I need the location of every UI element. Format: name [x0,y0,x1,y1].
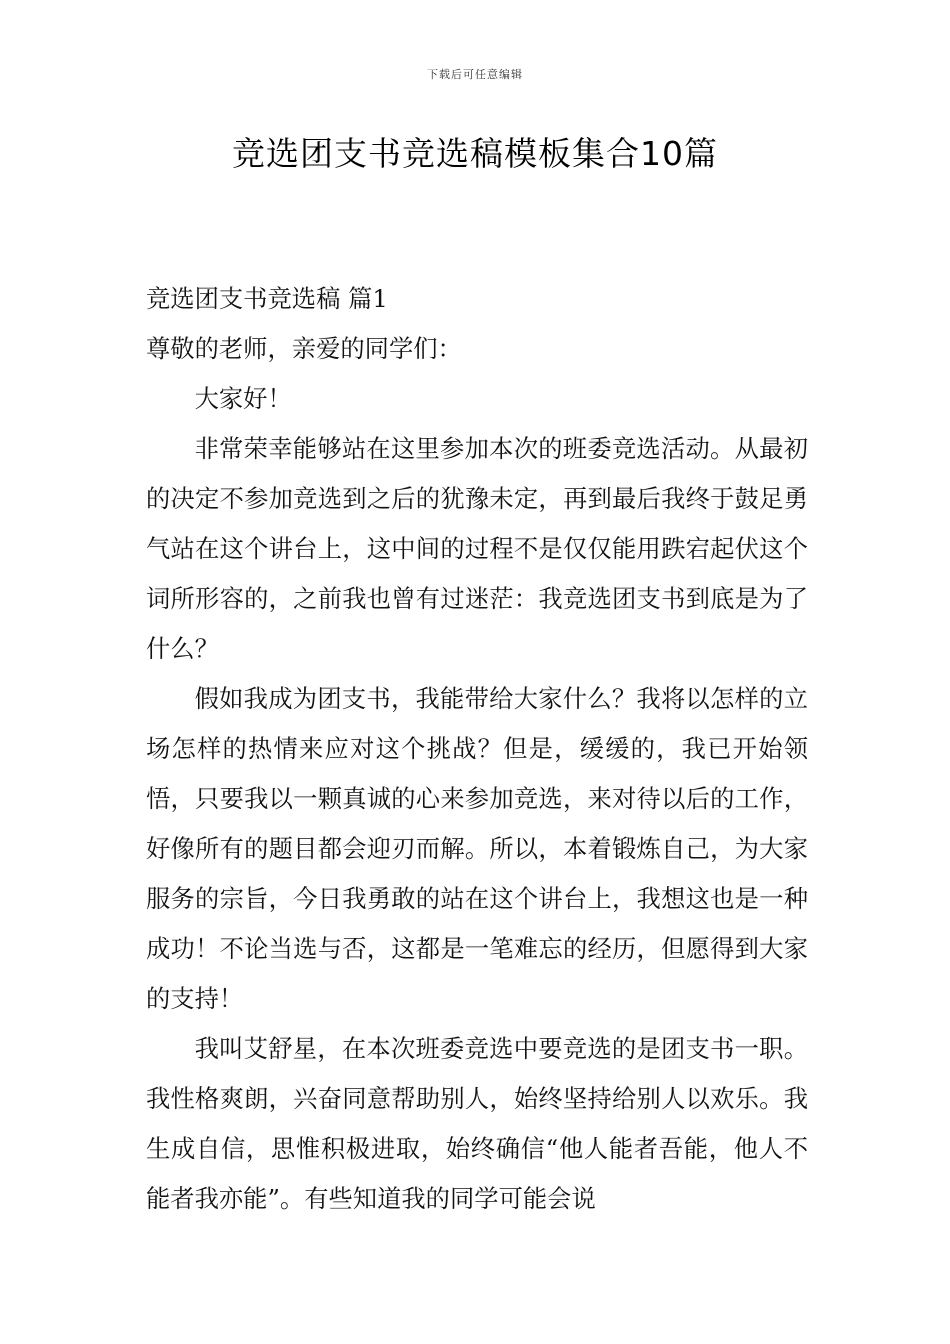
section-heading: 竞选团支书竞选稿 篇1 [146,284,388,313]
paragraph-reflection: 假如我成为团支书，我能带给大家什么？我将以怎样的立场怎样的热情来应对这个挑战？但是，缓缓的，我已开始领悟，只要我以一颗真诚的心来参加竞选，来对待以后的工作，好像所有的题目都会迎刃而解。所以，本着锻炼自己，为大家服务的宗旨，今日我勇敢的站在这个讲台上，我想这也是一种成功！不论当选与否，这都是一笔难忘的经历，但愿得到大家的支持！ [146,684,808,1013]
paragraph-self-introduction: 我叫艾舒星，在本次班委竞选中要竞选的是团支书一职。我性格爽朗，兴奋同意帮助别人，始终坚持给别人以欢乐。我生成自信，思惟积极进取，始终确信“他人能者吾能，他人不能者我亦能”。有些知道我的同学可能会说 [146,1034,808,1213]
salutation: 尊敬的老师，亲爱的同学们： [146,334,462,363]
document-body [146,274,808,1224]
header-note: 下载后可任意编辑 [427,68,523,81]
paragraph-intro: 非常荣幸能够站在这里参加本次的班委竞选活动。从最初的决定不参加竞选到之后的犹豫未定，再到最后我终于鼓足勇气站在这个讲台上，这中间的过程不是仅仅能用跌宕起伏这个词所形容的，之前我也曾有过迷茫：我竞选团支书到底是为了什么？ [146,434,808,663]
document-title: 竞选团支书竞选稿模板集合10篇 [232,134,718,173]
paragraph-greeting: 大家好！ [194,384,292,413]
